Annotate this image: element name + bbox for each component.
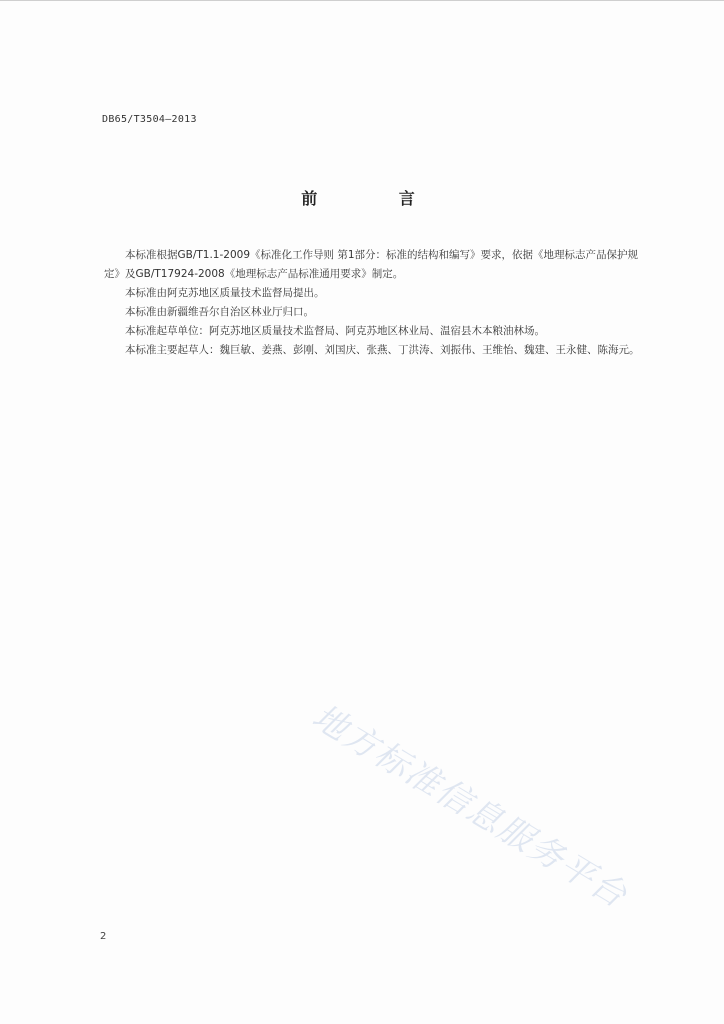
standard-code: DB65/T3504—2013 [102, 114, 197, 125]
paragraph-drafting-units: 本标准起草单位：阿克苏地区质量技术监督局、阿克苏地区林业局、温宿县木本粮油林场。 [125, 325, 545, 337]
paragraph-proposer: 本标准由阿克苏地区质量技术监督局提出。 [125, 287, 325, 299]
page-number: 2 [100, 931, 107, 942]
paragraph-basis: 本标准根据GB/T1.1-2009《标准化工作导则 第1部分：标准的结构和编写》要求，依据《地理标志产品保护规定》及GB/T17924-2008《地理标志产品标准通用要求》制定。 [104, 249, 639, 280]
page-title: 前 言 [301, 189, 453, 208]
watermark: 地方标准信息服务平台 [305, 696, 635, 917]
paragraph-administrator: 本标准由新疆维吾尔自治区林业厅归口。 [125, 306, 314, 318]
scan-edge-top [0, 0, 724, 1]
foreword-body [104, 246, 644, 360]
paragraph-drafters: 本标准主要起草人：魏巨敏、姜燕、彭刚、刘国庆、张燕、丁洪涛、刘振伟、王维怡、魏建、王永健、陈海元。 [125, 344, 640, 356]
